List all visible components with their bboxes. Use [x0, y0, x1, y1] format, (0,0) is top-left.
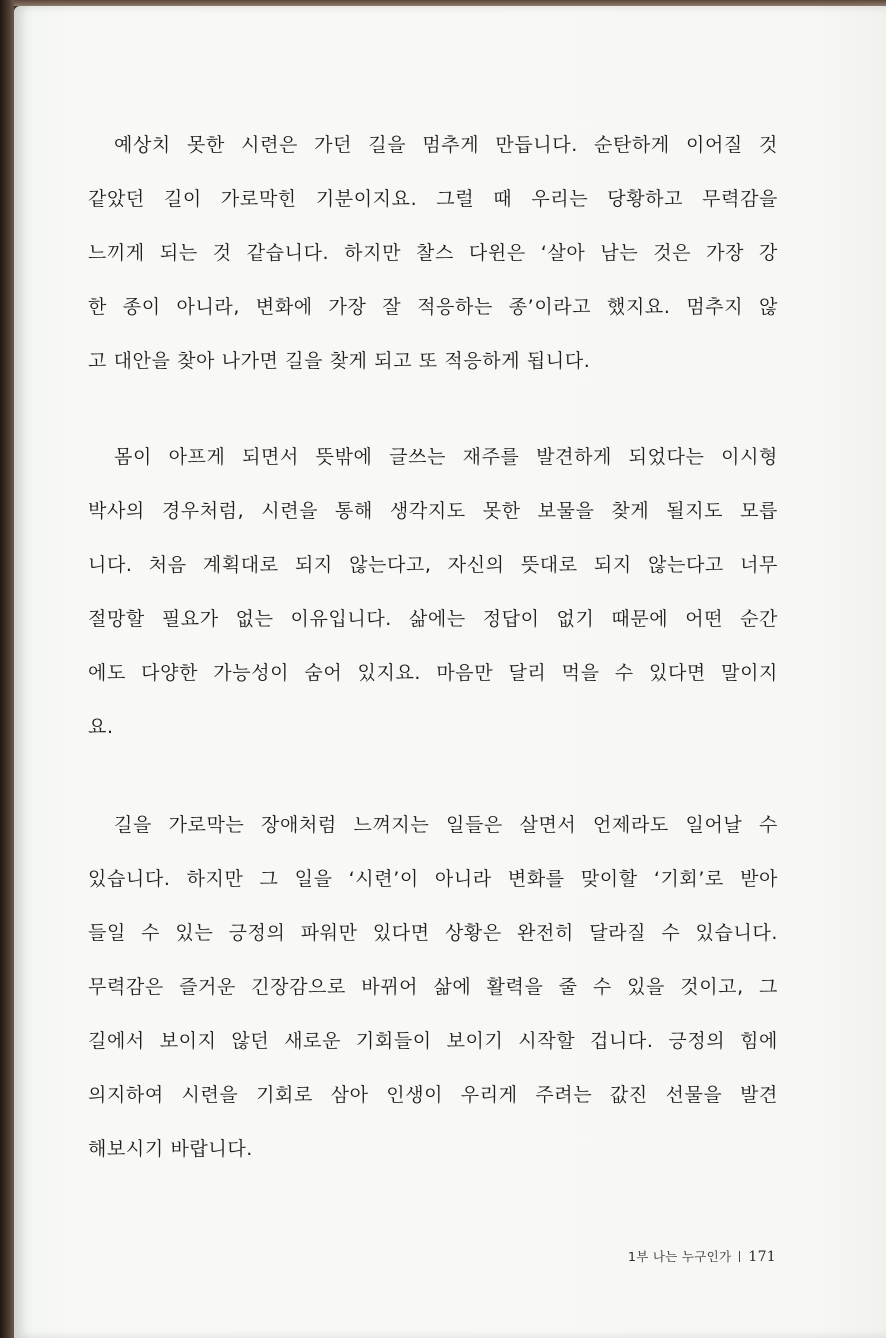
text-line: 에도 다양한 가능성이 숨어 있지요. 마음만 달리 먹을 수 있다면 말이지: [88, 662, 778, 684]
text-line: 박사의 경우처럼, 시련을 통해 생각지도 못한 보물을 찾게 될지도 모릅: [88, 500, 778, 522]
text-line: 있습니다. 하지만 그 일을 ‘시련’이 아니라 변화를 맞이할 ‘기회’로 받아: [88, 868, 778, 890]
text-line: 길을 가로막는 장애처럼 느껴지는 일들은 살면서 언제라도 일어날 수: [114, 814, 778, 836]
text-line: 니다. 처음 계획대로 되지 않는다고, 자신의 뜻대로 되지 않는다고 너무: [88, 554, 778, 576]
text-line: 요.: [88, 716, 114, 738]
text-line: 절망할 필요가 없는 이유입니다. 삶에는 정답이 없기 때문에 어떤 순간: [88, 608, 778, 630]
text-line: 무력감은 즐거운 긴장감으로 바뀌어 삶에 활력을 줄 수 있을 것이고, 그: [88, 976, 778, 998]
text-line: 같았던 길이 가로막힌 기분이지요. 그럴 때 우리는 당황하고 무력감을: [88, 188, 778, 210]
paragraph-2: [88, 430, 778, 754]
text-line: 한 종이 아니라, 변화에 가장 잘 적응하는 종’이라고 했지요. 멈추지 않: [88, 296, 778, 318]
text-line: 길에서 보이지 않던 새로운 기회들이 보이기 시작할 겁니다. 긍정의 힘에: [88, 1030, 778, 1052]
paragraph-1: [88, 118, 778, 388]
text-line: 해보시기 바랍니다.: [88, 1138, 253, 1160]
paragraph-3: [88, 798, 778, 1176]
running-section-title: 1부 나는 누구인가: [627, 1249, 732, 1264]
text-line: 의지하여 시련을 기회로 삼아 인생이 우리게 주려는 값진 선물을 발견: [88, 1084, 778, 1106]
footer-divider: [739, 1251, 740, 1262]
book-spine-shadow: [0, 0, 14, 1338]
text-line: 들일 수 있는 긍정의 파워만 있다면 상황은 완전히 달라질 수 있습니다.: [88, 922, 778, 944]
text-line: 느끼게 되는 것 같습니다. 하지만 찰스 다윈은 ‘살아 남는 것은 가장 강: [88, 242, 778, 264]
page-footer: [628, 1247, 776, 1265]
text-line: 고 대안을 찾아 나가면 길을 찾게 되고 또 적응하게 됩니다.: [88, 350, 591, 372]
page-number: 171: [748, 1249, 776, 1265]
text-line: 몸이 아프게 되면서 뜻밖에 글쓰는 재주를 발견하게 되었다는 이시형: [114, 446, 778, 468]
text-line: 예상치 못한 시련은 가던 길을 멈추게 만듭니다. 순탄하게 이어질 것: [114, 134, 778, 156]
